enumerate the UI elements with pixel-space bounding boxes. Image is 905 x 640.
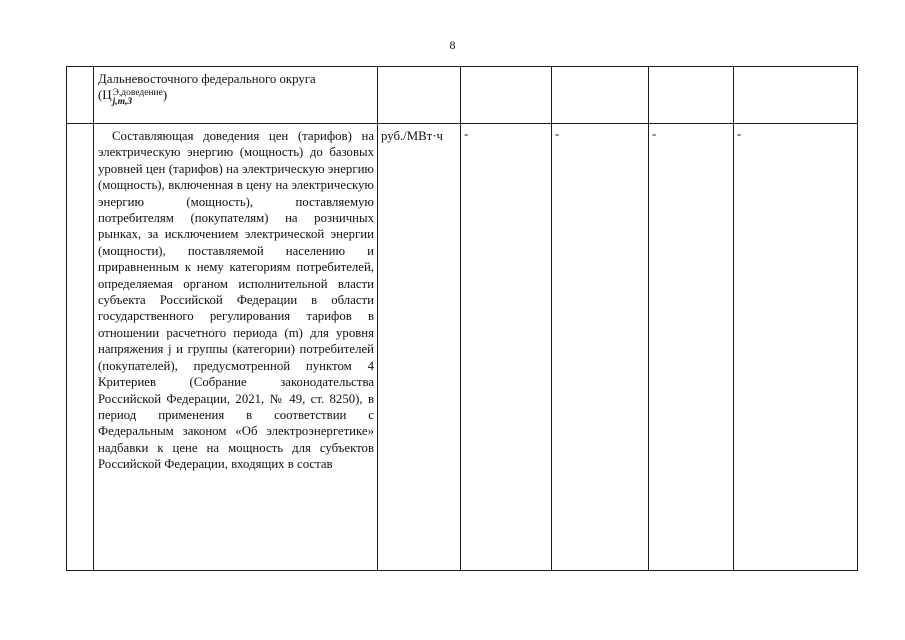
value-cell: - bbox=[734, 124, 858, 571]
value-cell-empty bbox=[552, 67, 649, 124]
page-number: 8 bbox=[449, 38, 456, 52]
formula-close-paren: ) bbox=[162, 88, 168, 103]
tariff-table bbox=[66, 66, 858, 571]
table-row bbox=[67, 124, 858, 571]
value-cell-empty bbox=[649, 67, 734, 124]
value-cell: - bbox=[552, 124, 649, 571]
row-number-cell bbox=[67, 67, 94, 124]
indicator-name-text: Дальневосточного федерального округа bbox=[98, 72, 316, 86]
row-number-cell bbox=[67, 124, 94, 571]
unit-cell-empty bbox=[378, 67, 461, 124]
formula-subscript: j,m,3 bbox=[112, 97, 133, 108]
value-cell-empty bbox=[461, 67, 552, 124]
value-cell-empty bbox=[734, 67, 858, 124]
formula-symbol bbox=[98, 87, 167, 107]
formula-base: Ц bbox=[102, 87, 112, 103]
value-cell: - bbox=[649, 124, 734, 571]
indicator-name-cell bbox=[94, 67, 378, 124]
unit-cell: руб./МВт·ч bbox=[378, 124, 461, 571]
formula-open-paren: ( bbox=[98, 88, 103, 103]
table-row bbox=[67, 67, 858, 124]
value-cell: - bbox=[461, 124, 552, 571]
formula-superscript: Э,доведение bbox=[112, 88, 163, 99]
indicator-description-cell: Составляющая доведения цен (тарифов) на электрическую энергию (мощность) до базовых уровней цен (тарифов) на электрическую энергию (мощность), включенная в цену на электрическую энергию (мощность), поставляемую потребителям (покупателям) на розничных рынках, за исключением электрической энергии (мощности), поставляемой населению и приравненным к нему категориям потребителей, определяемая органом исполнительной власти субъекта Российской Федерации в области государственного регулирования тарифов в отношении расчетного периода (m) для уровня напряжения j и группы (категории) потребителей (покупателей), предусмотренной пунктом 4 Критериев (Собрание законодательства Российской Федерации, 2021, № 49, ст. 8250), в период применения в соответствии с Федеральным законом «Об электроэнергетике» надбавки к цене на мощность для субъектов Российской Федерации, входящих в состав bbox=[94, 124, 378, 571]
